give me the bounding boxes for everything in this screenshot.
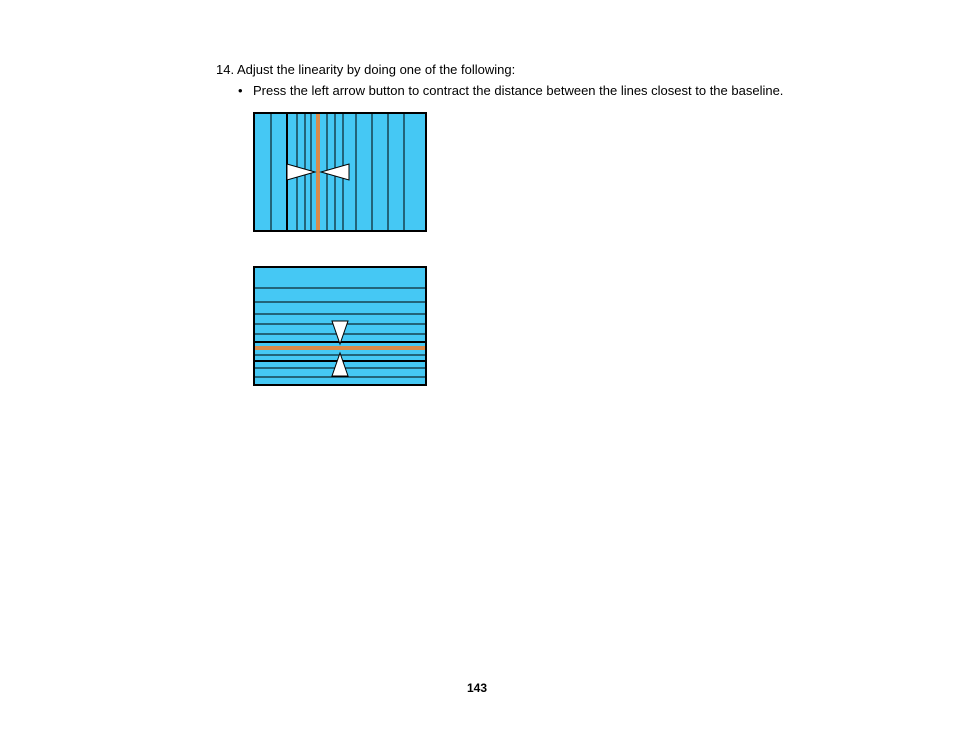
- vertical-linearity-diagram: [253, 112, 427, 232]
- horizontal-linearity-figure: [253, 266, 427, 386]
- bullet-item: [238, 83, 783, 99]
- step-number: 14.: [216, 62, 235, 77]
- bullet-text: Press the left arrow button to contract the distance between the lines closest to the baseline.: [253, 83, 784, 98]
- bullet-marker: •: [238, 83, 243, 98]
- horizontal-linearity-diagram: [253, 266, 427, 386]
- vertical-linearity-figure: [253, 112, 427, 232]
- page-number: 143: [466, 681, 488, 695]
- step-text: Adjust the linearity by doing one of the following:: [236, 62, 516, 77]
- step-instruction: [216, 62, 515, 78]
